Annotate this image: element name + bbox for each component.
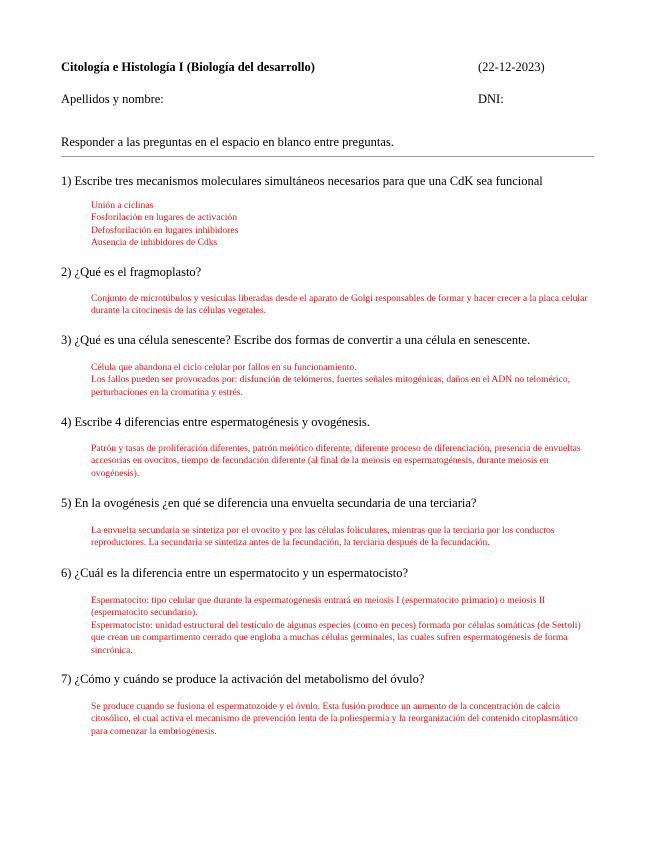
question-1: 1) Escribe tres mecanismos moleculares simultáneos necesarios para que una CdK sea funcional xyxy=(61,174,543,188)
answer-6 xyxy=(91,595,596,657)
answer-2-text: Conjunto de microtúbulos y vesículas liberadas desde el aparato de Golgi responsables de formar y hacer crecer a la placa celular durante la citocinesis de las células vegetales. xyxy=(91,293,588,317)
answer-1-line-3: Defosforilación en lugares inhibidores xyxy=(91,224,239,236)
answer-1-line-4: Ausencia de inhibidores de Cdks xyxy=(91,237,218,249)
exam-date: (22-12-2023) xyxy=(478,60,545,74)
answer-1 xyxy=(91,200,596,250)
answer-3-line-1: Célula que abandona el ciclo celular por fallos en su funcionamiento. xyxy=(91,362,357,373)
answer-7 xyxy=(91,701,596,738)
answer-5-text: La envuelta secundaria se sintetiza por el ovocito y por las células foliculares, mientras que la terciaria por los conductos reproductores. La secundaria se sintetiza antes de la fecundación, la terciaria después de la fecundación. xyxy=(91,525,555,549)
instructions: Responder a las preguntas en el espacio en blanco entre preguntas. xyxy=(61,135,394,149)
answer-4-text: Patrón y tasas de proliferación diferentes, patrón meiótico diferente, diferente proceso de diferenciación, presencia de envueltas accesorias en ovocitos, tiempo de fecundación diferente (al final de la meiosis en espermatogénesis, durante meiosis en ovogénesis). xyxy=(91,443,581,479)
answer-5 xyxy=(91,525,596,550)
question-7: 7) ¿Cómo y cuándo se produce la activación del metabolismo del óvulo? xyxy=(61,672,425,686)
answer-1-line-2: Fosforilación en lugares de activación xyxy=(91,212,237,224)
dni-label: DNI: xyxy=(478,92,504,106)
answer-6-line-2: Espermatocisto: unidad estructural del testículo de algunas especies (como en peces) formada por células somáticas (de Sertoli) que crean un compartimento cerrado que engloba a muchas células germinales, las cuales sufren espermatogénesis de forma sincrónica. xyxy=(91,619,581,656)
answer-1-line-1: Unión a ciclinas xyxy=(91,200,154,211)
answer-6-line-1: Espermatocito: tipo celular que durante la espermatogénesis entrará en meiosis I (espermatocito primario) o meiosis II (espermatocito secundario). xyxy=(91,595,546,619)
answer-7-text: Se produce cuando se fusiona el espermatozoide y el óvulo. Esta fusión produce un aumento de la concentración de calcio citosólico, el cual activa el mecanismo de prevención lenta de la poliespermia y la reorganización del contenido citoplasmático para comenzar la embriogénesis. xyxy=(91,701,578,737)
answer-2 xyxy=(91,293,596,318)
question-4: 4) Escribe 4 diferencias entre espermatogénesis y ovogénesis. xyxy=(61,415,370,429)
question-2: 2) ¿Qué es el fragmoplasto? xyxy=(61,265,202,279)
answer-3-line-2: Los fallos pueden ser provocados por: disfunción de telómeros, fuertes señales mitogénicas, daños en el ADN no telomérico, perturbaciones en la cromatina y estrés. xyxy=(91,374,571,398)
question-3: 3) ¿Qué es una célula senescente? Escribe dos formas de convertir a una célula en senescente. xyxy=(61,333,531,347)
divider xyxy=(61,156,594,157)
question-6: 6) ¿Cuál es la diferencia entre un espermatocito y un espermatocisto? xyxy=(61,566,409,580)
name-label: Apellidos y nombre: xyxy=(61,92,164,106)
answer-3 xyxy=(91,362,596,399)
answer-4 xyxy=(91,443,596,480)
course-title: Citología e Histología I (Biología del desarrollo) xyxy=(61,60,315,74)
question-5: 5) En la ovogénesis ¿en qué se diferencia una envuelta secundaria de una terciaria? xyxy=(61,496,477,510)
